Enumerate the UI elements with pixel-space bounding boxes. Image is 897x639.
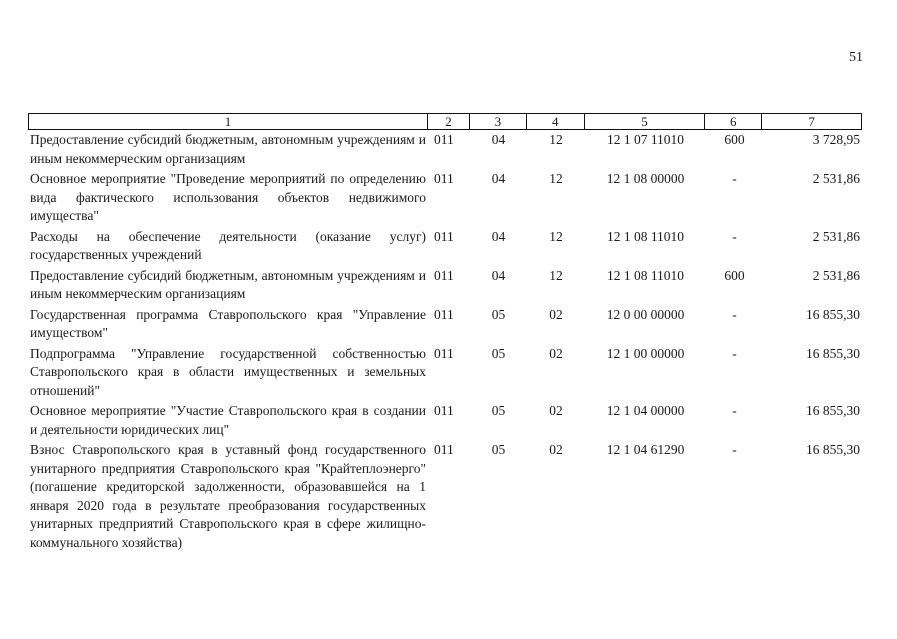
table-row: [28, 267, 862, 304]
row-amount: 16 855,30: [806, 345, 860, 361]
row-code-5: 12 1 08 00000: [606, 171, 685, 186]
row-amount: 16 855,30: [806, 403, 860, 418]
row-description: Расходы на обеспечение деятельности (оказание услуг) государственных учреждений: [30, 228, 426, 262]
header-col-4: 4: [527, 114, 585, 129]
row-description: Подпрограмма "Управление государственной собственностью Ставропольского края в области имущественных и земельных отношений": [30, 345, 426, 398]
table-row: [28, 306, 862, 343]
table-body: [28, 131, 862, 554]
row-amount: 16 855,30: [806, 442, 860, 457]
row-code-6: -: [732, 171, 737, 186]
row-code-5: 12 1 04 61290: [606, 442, 685, 457]
row-description: Государственная программа Ставропольского края "Управление имуществом": [30, 306, 426, 340]
row-code-3: 05: [491, 403, 506, 418]
row-code-2: 011: [434, 345, 454, 361]
row-amount: 3 728,95: [812, 132, 860, 147]
row-code-4: 02: [549, 345, 563, 361]
row-code-4: 02: [549, 306, 563, 322]
row-code-3: 04: [491, 171, 506, 186]
row-description: Взнос Ставропольского края в уставный фонд государственного унитарного предприятия Ставропольского края "Крайтеплоэнерго" (погашение кредиторской задолженности, образовавшейся на 1 января 2020 года в результате преобразования государственных унитарных предприятий Ставропольского края в сфере жилищно-коммунального хозяйства): [30, 442, 426, 550]
table-row: [28, 441, 862, 552]
row-code-5: 12 1 08 11010: [606, 228, 685, 244]
row-code-2: 011: [434, 171, 454, 186]
table-row: [28, 170, 862, 226]
row-code-4: 12: [549, 171, 563, 186]
row-code-4: 02: [549, 442, 563, 457]
row-code-2: 011: [434, 306, 454, 322]
row-code-5: 12 1 04 00000: [606, 403, 685, 418]
row-code-5: 12 1 08 11010: [606, 267, 685, 283]
row-code-6: -: [732, 403, 737, 418]
row-description: Основное мероприятие "Участие Ставропольского края в создании и деятельности юридических лиц": [30, 403, 426, 437]
header-col-2: 2: [428, 114, 470, 129]
row-code-4: 12: [549, 132, 563, 147]
row-code-5: 12 1 00 00000: [606, 345, 685, 361]
row-code-6: -: [732, 442, 737, 457]
row-description: Предоставление субсидий бюджетным, автономным учреждениям и иным некоммерческим организациям: [30, 267, 426, 301]
row-code-6: 600: [724, 267, 745, 283]
row-code-3: 04: [491, 228, 506, 244]
row-code-3: 05: [491, 306, 506, 322]
row-code-2: 011: [434, 403, 454, 418]
row-code-4: 12: [549, 267, 563, 283]
table-row: [28, 131, 862, 168]
row-code-6: 600: [724, 132, 745, 147]
row-code-3: 04: [491, 267, 506, 283]
row-amount: 2 531,86: [812, 267, 860, 283]
table-row: [28, 228, 862, 265]
row-code-6: -: [732, 345, 737, 361]
page-number: 51: [849, 50, 863, 65]
row-amount: 2 531,86: [812, 228, 860, 244]
row-code-2: 011: [434, 228, 454, 244]
row-code-2: 011: [434, 132, 454, 147]
row-description: Предоставление субсидий бюджетным, автономным учреждениям и иным некоммерческим организациям: [30, 132, 426, 166]
header-col-1: 1: [29, 114, 428, 129]
table-row: [28, 345, 862, 401]
row-amount: 2 531,86: [812, 171, 860, 186]
row-code-5: 12 1 07 11010: [606, 132, 685, 147]
row-code-2: 011: [434, 442, 454, 457]
row-code-4: 12: [549, 228, 563, 244]
row-code-4: 02: [549, 403, 563, 418]
row-amount: 16 855,30: [806, 306, 860, 322]
header-col-5: 5: [585, 114, 706, 129]
row-code-2: 011: [434, 267, 454, 283]
row-code-3: 05: [491, 442, 506, 457]
row-code-3: 04: [491, 132, 506, 147]
row-code-5: 12 0 00 00000: [606, 306, 685, 322]
row-code-3: 05: [491, 345, 506, 361]
table-row: [28, 402, 862, 439]
header-col-3: 3: [470, 114, 527, 129]
row-code-6: -: [732, 306, 737, 322]
header-col-6: 6: [705, 114, 762, 129]
table-header: [28, 113, 862, 130]
header-col-7: 7: [808, 114, 815, 129]
row-code-6: -: [732, 228, 737, 244]
row-description: Основное мероприятие "Проведение мероприятий по определению вида фактического использования объектов недвижимого имущества": [30, 171, 426, 223]
